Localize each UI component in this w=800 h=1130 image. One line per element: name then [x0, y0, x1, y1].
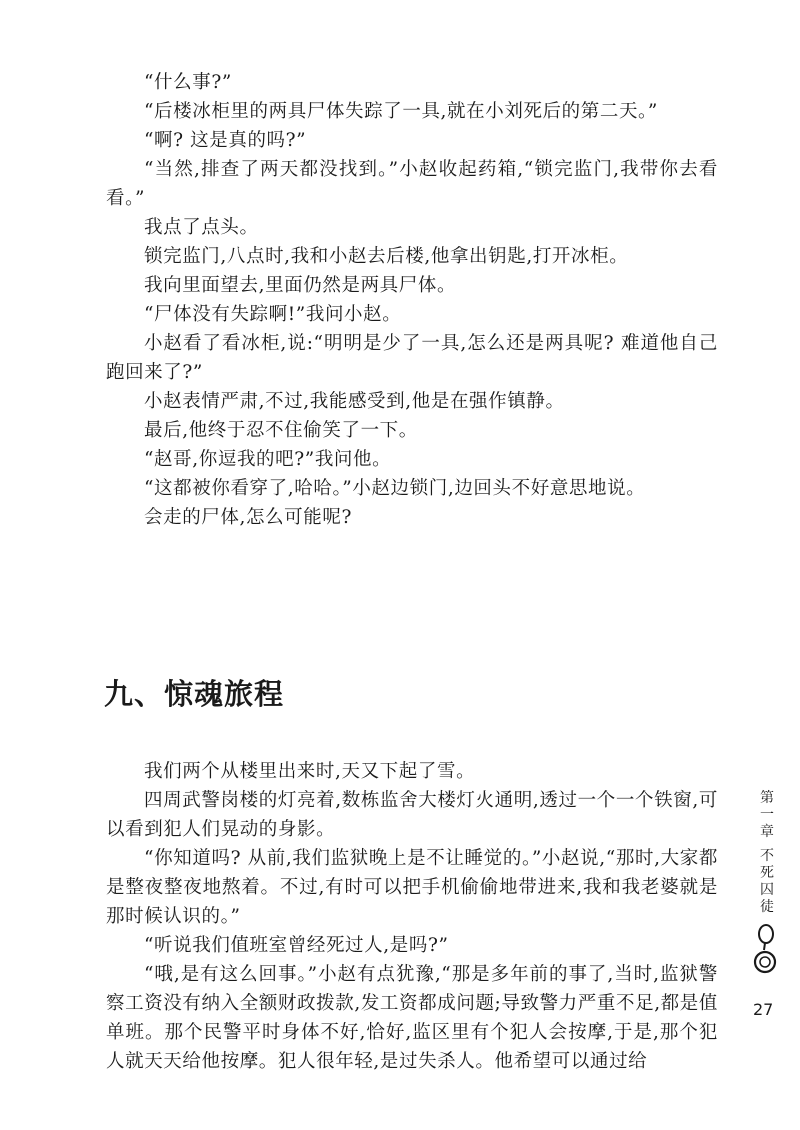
paragraph: 我向里面望去,里面仍然是两具尸体。	[144, 275, 457, 296]
paragraph: “哦,是有这么回事。”小赵有点犹豫,“那是多年前的事了,当时,监狱警察工资没有纳入全额财政拨款,发工资都成问题;导致警力严重不足,都是值单班。那个民警平时身体不好,恰好,监区里有个犯人会按摩,于是,那个犯人就天天给他按摩。犯人很年轻,是过失杀人。他希望可以通过给	[106, 964, 718, 1072]
paragraph: “当然,排查了两天都没找到。”小赵收起药箱,“锁完监门,我带你去看看。”	[106, 159, 718, 209]
paragraph: 小赵表情严肃,不过,我能感受到,他是在强作镇静。	[144, 391, 565, 412]
paragraph: “这都被你看穿了,哈哈。”小赵边锁门,边回头不好意思地说。	[144, 478, 646, 499]
paragraph: 最后,他终于忍不住偷笑了一下。	[144, 420, 418, 441]
chapter-number: 第一章	[760, 790, 774, 840]
paragraph: 小赵看了看冰柜,说:“明明是少了一具,怎么还是两具呢? 难道他自己跑回来了?”	[106, 333, 718, 383]
paragraph: 我点了点头。	[144, 217, 259, 238]
paragraph: 我们两个从楼里出来时,天又下起了雪。	[144, 761, 476, 782]
paragraph: 会走的尸体,怎么可能呢?	[144, 507, 352, 528]
paragraph: “什么事?”	[144, 72, 232, 93]
page-number: 27	[753, 1000, 774, 1019]
paragraph: “后楼冰柜里的两具尸体失踪了一具,就在小刘死后的第二天。”	[144, 101, 658, 122]
paragraph: 四周武警岗楼的灯亮着,数栋监舍大楼灯火通明,透过一个一个铁窗,可以看到犯人们晃动的身影。	[106, 790, 718, 840]
paragraph: “赵哥,你逗我的吧?”我问他。	[144, 449, 392, 470]
section-heading: 九、惊魂旅程	[104, 677, 285, 711]
paragraph: “尸体没有失踪啊!”我问小赵。	[144, 304, 402, 325]
paragraph: “听说我们值班室曾经死过人,是吗?”	[144, 935, 449, 956]
handcuffs-icon	[752, 920, 782, 978]
paragraph: “啊? 这是真的吗?”	[144, 130, 307, 151]
chapter-title: 不死囚徒	[760, 848, 774, 915]
paragraph: 锁完监门,八点时,我和小赵去后楼,他拿出钥匙,打开冰柜。	[144, 246, 629, 267]
paragraph: “你知道吗? 从前,我们监狱晚上是不让睡觉的。”小赵说,“那时,大家都是整夜整夜地熬着。不过,有时可以把手机偷偷地带进来,我和我老婆就是那时候认识的。”	[106, 848, 718, 927]
